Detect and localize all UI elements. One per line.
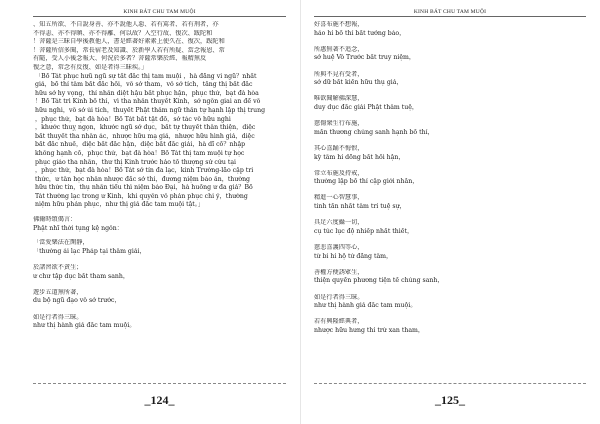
verse-pair bbox=[314, 244, 586, 261]
text-line: Tát thường lạc trong ư Kinh，khi quyên vô phản phục chi ý，thường bbox=[35, 192, 248, 200]
verse-pair bbox=[314, 95, 586, 112]
verse-chinese: 若有興隆經典者， bbox=[314, 318, 364, 326]
text-line: ！Bồ Tát trì Kinh bố thí，vì tha nhân thuyết Kinh，sở ngôn giai an để vô bbox=[35, 98, 261, 106]
text-line: niệm hữu phản phục，như thị giả đắc tam muội tật。」 bbox=[35, 201, 205, 209]
verse-transliteration: thiện quyền phương tiện tế chúng sanh， bbox=[314, 277, 444, 285]
text-line: giả，bồ thí tâm bất đắc hối，vô sở tham，vô sở tích，tăng thị bất đắc bbox=[35, 81, 253, 89]
verse-chinese: 精進一心智慧事， bbox=[314, 194, 364, 202]
verse-transliteration: duy dục đắc giải Phật thâm tuệ， bbox=[314, 103, 419, 111]
text-line: hữu nghi，vô sở úi tích，thuyết Phật thâm ngữ thân tự hạnh lập thị trung bbox=[35, 106, 266, 114]
verse-chinese: 「當愛樂法在閑靜， bbox=[33, 239, 89, 247]
text-line: 佛爾時頌偈言： bbox=[33, 216, 77, 224]
text-line: ，phục thứ，bạt đà hòa！Bồ Tát bất tật đố，sở tác vô hữu nghi bbox=[35, 115, 231, 123]
verse-transliteration: nhược hữu hưng thỉ trừ xan tham， bbox=[314, 326, 425, 334]
verse-pair bbox=[314, 170, 586, 187]
text-line: ！菩薩所信多聞，常長宿老及知識、於新學人若有所疑、當念報恩、常 bbox=[33, 46, 225, 54]
verse-chinese: 常立布施及持戒， bbox=[314, 169, 364, 177]
text-line: 有隨，受人小後念報大、何況於多者？菩薩常樂於經、報精無反 bbox=[33, 55, 207, 63]
verse-pair bbox=[33, 239, 286, 256]
verse-chinese: 其心喜踊不悔恨， bbox=[314, 144, 364, 152]
transliteration-paragraph bbox=[33, 73, 286, 211]
verse-pair bbox=[314, 318, 586, 335]
text-line: bất đắc nhuế，diệc bất đắc hận，diệc bất đắc giải，hà dĩ cố？nhập bbox=[35, 141, 246, 149]
text-line: thức，ư tân học nhân nhược đắc sở thi，đương niệm báo ân，thường bbox=[35, 175, 251, 183]
verse-chinese: 唯欲聞解佛深慧， bbox=[314, 95, 364, 103]
verse-chinese: 於諸習欲不貪生； bbox=[33, 264, 83, 272]
right-page bbox=[304, 0, 600, 424]
verse-transliteration: ư chư tập dục bất tham sanh， bbox=[33, 272, 130, 280]
verse-chinese: 如是行者得三昧。 bbox=[314, 293, 364, 301]
verse-chinese: 善權方便誘眾生， bbox=[314, 268, 364, 276]
verse-transliteration: như thị hành giả đắc tam muội。 bbox=[314, 302, 417, 310]
text-line: ！菩薩是三昧自學後教他人，書是經著好素素上使久在、復次，跋陀和 bbox=[33, 38, 225, 46]
verse-block bbox=[33, 239, 286, 331]
verse-chinese: 好喜布施不想報， bbox=[314, 21, 364, 28]
verse-intro bbox=[33, 216, 286, 233]
verse-chinese: 所惠無著不追念， bbox=[314, 45, 364, 53]
left-page bbox=[0, 0, 296, 424]
verse-pair bbox=[33, 264, 286, 281]
body-text bbox=[33, 21, 286, 331]
verse-chinese: 慈悲喜護四等心， bbox=[314, 244, 364, 252]
text-line: bất thuyết tha nhân ác，nhược hữu mạ giả，nhược hữu hình giả，diệc bbox=[35, 132, 255, 140]
page-gutter bbox=[300, 0, 301, 424]
verse-transliteration: sở dữ bất kiến hữu thụ giả， bbox=[314, 79, 403, 87]
chinese-paragraph bbox=[33, 21, 286, 73]
text-line: ，phục thứ，bạt đà hòa！Bồ Tát sở tín đa lạc，kinh Trường-lão cập tri bbox=[35, 167, 254, 175]
page-number: _124_ bbox=[144, 393, 175, 407]
verse-pair bbox=[314, 219, 586, 236]
header-rule bbox=[33, 16, 286, 17]
text-line: không hạnh cố，phục thứ，bạt đà hòa！Bồ Tát thị tam muội tự học bbox=[35, 149, 245, 157]
verse-pair bbox=[314, 46, 586, 63]
verse-transliteration: sở huệ Vô Trước bất truy niệm， bbox=[314, 54, 416, 62]
text-line: hữu thức tín，thụ nhân tiểu thì niệm báo Đại，hà huống ư đa giả？Bồ bbox=[35, 184, 253, 192]
verse-chinese: 具足六度攝一切， bbox=[314, 219, 364, 227]
text-line: Phật nhĩ thời tụng kệ ngôn： bbox=[33, 224, 123, 232]
verse-transliteration: du bộ ngũ đạo vô sở trước， bbox=[33, 297, 121, 305]
text-line: 、知五所欲、不自說身善、亦不說他人惡、若有罵者、若有刑者，亦 bbox=[33, 21, 219, 28]
verse-transliteration: cụ túc lục độ nhiếp nhất thiết， bbox=[314, 227, 414, 235]
text-line: 「Bồ Tát phục hưũ ngũ sự tất đắc thị tam muội ，hà đẳng vi ngũ？nhất bbox=[35, 72, 257, 80]
verse-chinese: 所與不見有受者， bbox=[314, 70, 364, 78]
verse-chinese: 慈傷衆生行布施， bbox=[314, 120, 364, 128]
header-rule bbox=[314, 16, 586, 17]
verse-transliteration: kỳ tâm hỉ dõng bất hối hận， bbox=[314, 153, 405, 161]
verse-pair bbox=[314, 269, 586, 286]
verse-transliteration: 「thường ái lạc Pháp tại thâm giải， bbox=[33, 247, 146, 255]
verse-transliteration: thường lập bố thí cập giới nhẫn， bbox=[314, 178, 419, 186]
verse-transliteration: từ bi hỉ hộ tứ đẳng tâm， bbox=[314, 252, 393, 260]
verse-pair bbox=[33, 314, 286, 331]
verse-chinese: 如是行者得三昧。 bbox=[33, 313, 83, 321]
text-line: 不得恚、亦不得瞋、亦不得離、何以故？入空行故、復次、跋陀和 bbox=[33, 29, 213, 37]
verse-pair bbox=[314, 194, 586, 211]
verse-pair bbox=[314, 294, 586, 311]
text-line: phục giáo tha nhân，thư thị Kinh trước hảo tố thượng sử cửu tại bbox=[35, 158, 236, 166]
verse-pair bbox=[314, 120, 586, 137]
text-line: ，khước thuỵ ngọn，khước ngũ sở dục，bất tự thuyết thân thiện，diệc bbox=[35, 124, 256, 132]
verse-pair bbox=[33, 289, 286, 306]
text-line: hữu sở hy vọng，thí nhân diệt hậu bất phục hận，phục thứ，bạt đà hòa bbox=[35, 89, 259, 97]
text-line: 復之意，常念有反復、如是者得三昧疾。」 bbox=[33, 63, 148, 71]
verse-pair bbox=[314, 145, 586, 162]
verse-transliteration: mẫn thương chúng sanh hạnh bố thí， bbox=[314, 128, 434, 136]
running-head: KINH BÁT CHU TAM MUỘI bbox=[413, 9, 487, 15]
page-number: _125_ bbox=[435, 393, 465, 407]
footer-rule bbox=[314, 383, 586, 384]
verse-block bbox=[314, 21, 586, 336]
verse-transliteration: như thị hành giả đắc tam muội。 bbox=[33, 322, 136, 330]
verse-transliteration: hảo hỉ bố thí bất tưởng báo， bbox=[314, 29, 406, 37]
footer-rule bbox=[33, 383, 286, 384]
verse-pair bbox=[314, 21, 586, 38]
running-head: KINH BÁT CHU TAM MUỘI bbox=[123, 9, 196, 15]
verse-chinese: 遊步五道無所著， bbox=[33, 288, 83, 296]
verse-pair bbox=[314, 71, 586, 88]
verse-transliteration: tinh tấn nhất tâm trí tuệ sự， bbox=[314, 203, 406, 211]
